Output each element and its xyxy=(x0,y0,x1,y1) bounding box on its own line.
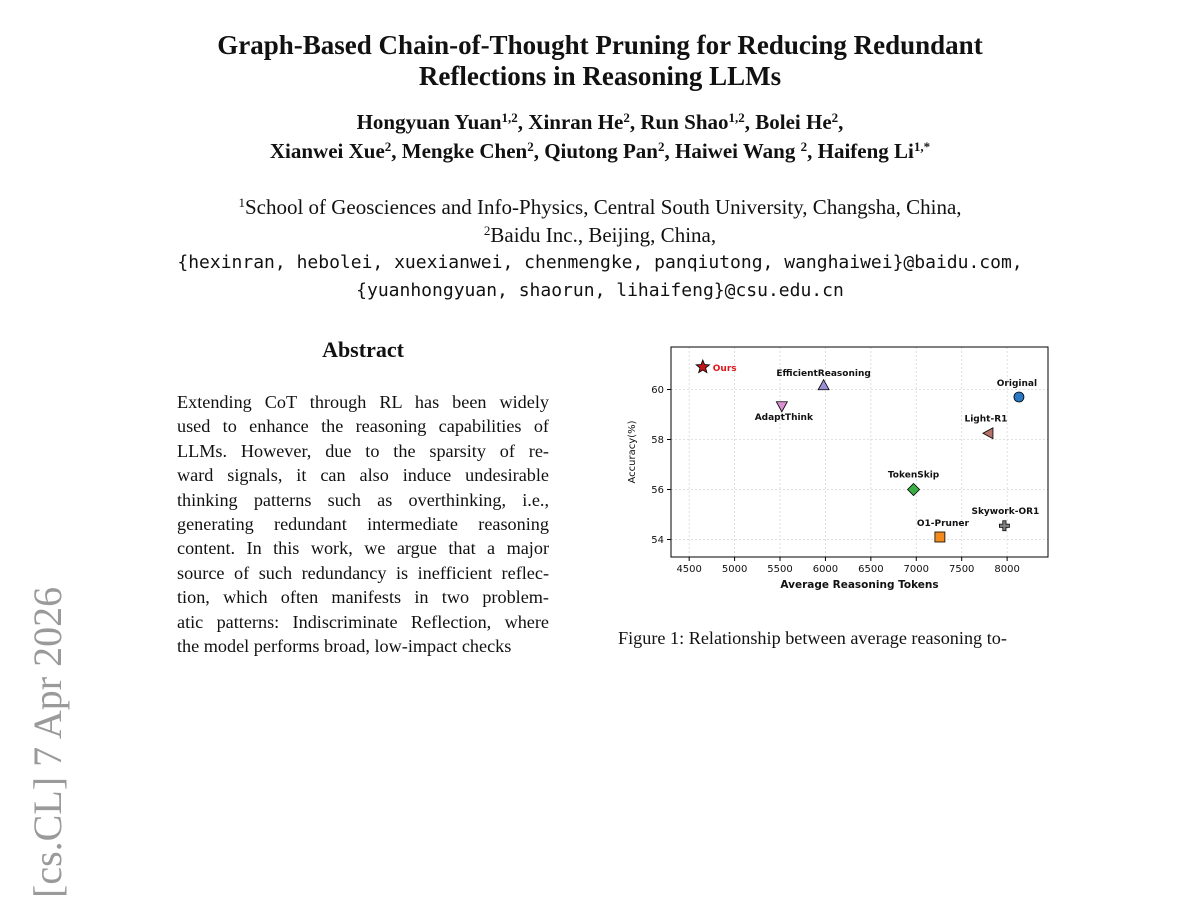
author-name: Haiwei Wang xyxy=(674,139,801,163)
author-name: Hongyuan Yuan xyxy=(356,110,502,134)
affiliation-1-sup: 1 xyxy=(238,195,245,210)
author-separator: , xyxy=(533,139,545,163)
y-tick-label: 56 xyxy=(651,485,664,496)
author-separator: , xyxy=(838,110,844,134)
data-point-light-r1 xyxy=(983,428,993,439)
affiliation-1-text: School of Geosciences and Info-Physics, Central South University, Changsha, China, xyxy=(244,195,962,219)
y-tick-label: 60 xyxy=(651,385,664,396)
data-label: EfficientReasoning xyxy=(776,368,871,379)
emails-baidu[interactable]: {hexinran, hebolei, xuexianwei, chenmengke, panqiutong, wanghaiwei}@baidu.com, xyxy=(177,252,1023,273)
author-affiliation-sup: 2 xyxy=(657,139,665,154)
author-affiliation-sup: 2 xyxy=(800,139,808,154)
author-separator: , xyxy=(664,139,675,163)
x-tick-label: 7500 xyxy=(948,564,975,575)
emails-csu[interactable]: {yuanhongyuan, shaorun, lihaifeng}@csu.edu.cn xyxy=(356,280,844,301)
title-line-1: Graph-Based Chain-of-Thought Pruning for Reducing Redundant xyxy=(217,30,983,60)
author-name: Qiutong Pan xyxy=(544,139,658,163)
x-tick-label: 5000 xyxy=(721,564,748,575)
author-separator: , xyxy=(744,110,756,134)
author-name: Xianwei Xue xyxy=(269,139,385,163)
abstract-line: content. In this work, we argue that a major xyxy=(177,538,549,559)
data-point-ours xyxy=(696,360,709,373)
author-list xyxy=(0,108,1200,166)
y-axis-label: Accuracy(%) xyxy=(627,420,638,484)
data-point-adaptthink xyxy=(776,402,787,412)
abstract-heading: Abstract xyxy=(322,337,404,362)
abstract-line: atic patterns: Indiscriminate Reflection, where xyxy=(177,611,549,632)
abstract-body xyxy=(177,390,549,658)
data-point-original xyxy=(1014,392,1024,402)
affiliation-2 xyxy=(0,221,1200,249)
author-name: Mengke Chen xyxy=(401,139,528,163)
abstract-line: used to enhance the reasoning capabilities of xyxy=(177,416,549,437)
data-point-efficientreasoning xyxy=(818,380,829,390)
x-tick-label: 4500 xyxy=(676,564,702,575)
data-label: O1-Pruner xyxy=(916,519,969,529)
author-name: Xinran He xyxy=(528,110,624,134)
author-affiliation-sup: 1,2 xyxy=(728,110,745,125)
author-affiliation-sup: 2 xyxy=(623,110,630,125)
author-name: Haifeng Li xyxy=(817,139,914,163)
author-separator: , xyxy=(391,139,402,163)
x-axis-label: Average Reasoning Tokens xyxy=(780,579,939,591)
abstract-line: thinking patterns such as overthinking, i.e., xyxy=(177,489,549,510)
data-label: Light-R1 xyxy=(964,414,1008,425)
data-point-tokenskip xyxy=(908,484,920,496)
x-tick-label: 7000 xyxy=(903,564,930,575)
author-separator: , xyxy=(629,110,641,134)
data-label: Original xyxy=(996,379,1038,389)
author-affiliation-sup: 2 xyxy=(831,110,839,125)
abstract-line: tion, which often manifests in two problem- xyxy=(177,587,549,608)
abstract-line: LLMs. However, due to the sparsity of re- xyxy=(177,440,549,461)
author-affiliation-sup: 1,* xyxy=(913,139,931,154)
author-line-2 xyxy=(0,137,1200,166)
abstract-line: Extending CoT through RL has been widely xyxy=(177,392,549,412)
author-name: Run Shao xyxy=(640,110,729,134)
figure-caption: Figure 1: Relationship between average reasoning to- xyxy=(618,628,1007,648)
data-label: Ours xyxy=(712,364,737,374)
author-name: Bolei He xyxy=(755,110,832,134)
data-label: AdaptThink xyxy=(754,412,813,423)
author-separator: , xyxy=(517,110,529,134)
author-line-1 xyxy=(0,108,1200,137)
author-separator: , xyxy=(807,139,818,163)
scatter-chart xyxy=(618,335,1068,600)
data-point-o1-pruner xyxy=(935,532,945,542)
x-tick-label: 8000 xyxy=(994,564,1020,575)
y-tick-label: 54 xyxy=(651,535,664,546)
x-tick-label: 6500 xyxy=(858,564,884,575)
paper-title xyxy=(0,30,1200,92)
figure-1 xyxy=(618,335,1068,600)
title-line-2: Reflections in Reasoning LLMs xyxy=(418,61,782,91)
affiliations xyxy=(0,193,1200,305)
x-tick-label: 5500 xyxy=(767,564,793,575)
abstract-line: the model performs broad, low-impact checks xyxy=(177,636,512,657)
affiliation-2-text: Baidu Inc., Beijing, China, xyxy=(490,223,717,247)
abstract-line: ward signals, it can also induce undesirable xyxy=(177,465,549,486)
x-tick-label: 6000 xyxy=(812,564,839,575)
abstract-line: generating redundant intermediate reasoning xyxy=(177,514,549,535)
data-point-skywork-or1 xyxy=(999,521,1009,531)
author-affiliation-sup: 2 xyxy=(384,139,392,154)
author-affiliation-sup: 2 xyxy=(527,139,534,154)
author-affiliation-sup: 1,2 xyxy=(501,110,518,125)
arxiv-stamp: [cs.CL] 7 Apr 2026 xyxy=(25,586,70,898)
data-label: TokenSkip xyxy=(887,470,940,481)
abstract-line: source of such redundancy is inefficient reflec- xyxy=(177,562,549,583)
affiliation-2-sup: 2 xyxy=(483,223,491,238)
y-tick-label: 58 xyxy=(651,435,664,446)
data-label: Skywork-OR1 xyxy=(971,506,1040,517)
affiliation-1 xyxy=(0,193,1200,221)
